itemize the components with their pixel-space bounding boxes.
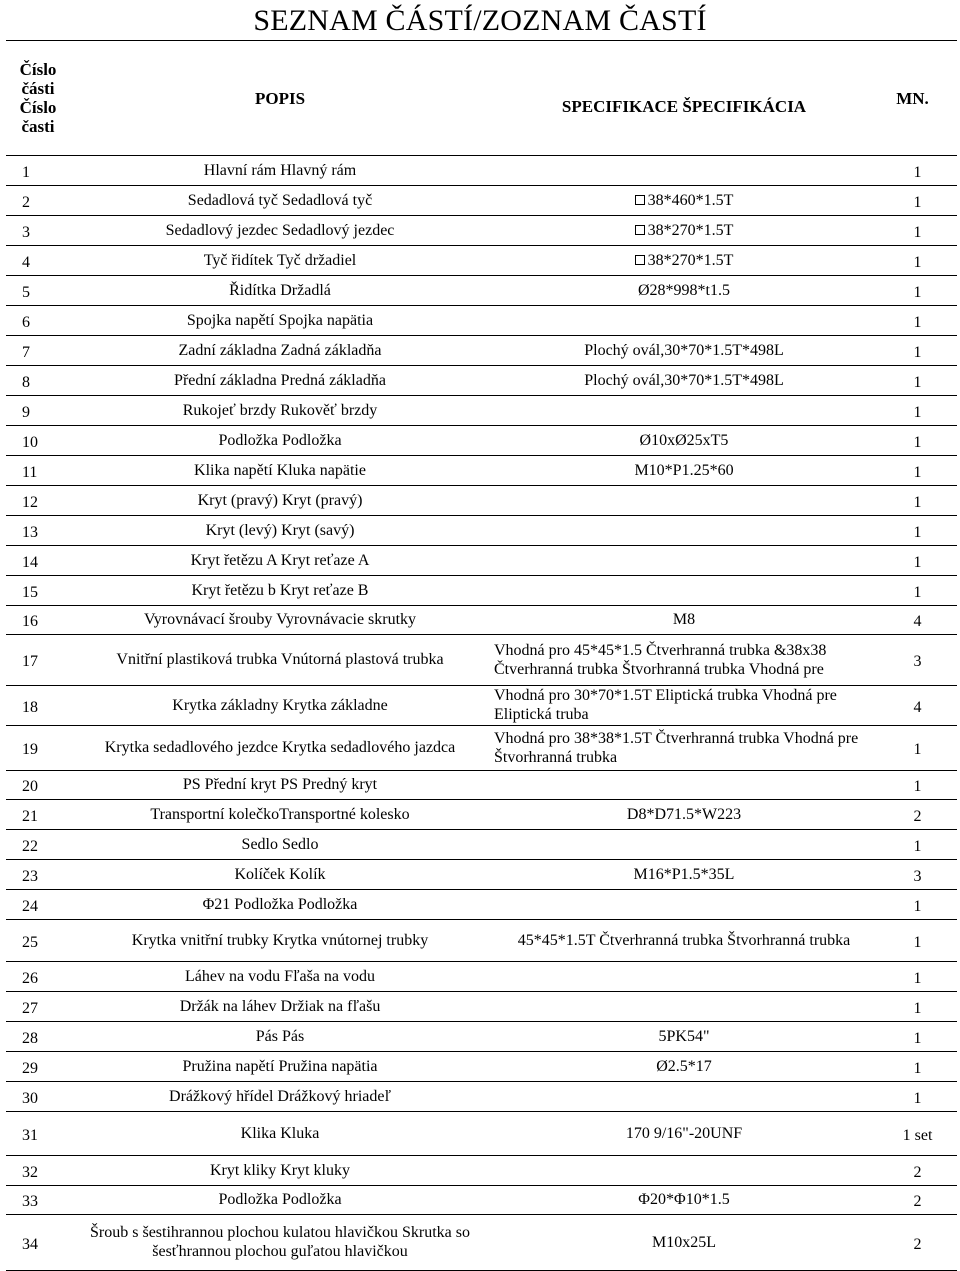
part-number: 15 xyxy=(6,576,70,606)
part-description: Láhev na vodu Fľaša na vodu xyxy=(70,962,490,992)
header-specification: SPECIFIKACE ŠPECIFIKÁCIA xyxy=(490,41,878,156)
part-number: 24 xyxy=(6,890,70,920)
part-specification xyxy=(490,216,878,246)
part-number: 1 xyxy=(6,156,70,186)
part-specification xyxy=(490,186,878,216)
part-quantity: 1 xyxy=(878,962,957,992)
table-row xyxy=(6,1052,957,1082)
part-quantity: 2 xyxy=(878,1156,957,1186)
table-row xyxy=(6,771,957,800)
part-number: 13 xyxy=(6,516,70,546)
part-specification xyxy=(490,890,878,920)
part-quantity: 1 xyxy=(878,456,957,486)
part-description: Kryt řetězu A Kryt reťaze A xyxy=(70,546,490,576)
part-number: 12 xyxy=(6,486,70,516)
specification-text: Ø10xØ25xT5 xyxy=(639,431,729,449)
table-row xyxy=(6,336,957,366)
table-row xyxy=(6,1156,957,1186)
part-quantity: 1 xyxy=(878,920,957,962)
specification-text: Plochý ovál,30*70*1.5T*498L xyxy=(584,371,784,389)
part-description: Klika napětí Kluka napätie xyxy=(70,456,490,486)
part-specification xyxy=(490,276,878,306)
part-specification xyxy=(490,546,878,576)
part-quantity: 1 xyxy=(878,546,957,576)
part-quantity: 1 xyxy=(878,830,957,860)
part-specification xyxy=(490,635,878,686)
part-number: 21 xyxy=(6,800,70,830)
part-quantity: 1 xyxy=(878,576,957,606)
part-description: Kryt (pravý) Kryt (pravý) xyxy=(70,486,490,516)
table-row xyxy=(6,606,957,635)
part-specification xyxy=(490,156,878,186)
part-specification xyxy=(490,516,878,546)
part-description: Vyrovnávací šrouby Vyrovnávacie skrutky xyxy=(70,606,490,635)
part-number: 10 xyxy=(6,426,70,456)
table-row xyxy=(6,366,957,396)
specification-text: Vhodná pro 38*38*1.5T Čtverhranná trubka Vhodná pre Štvorhranná trubka xyxy=(494,729,859,766)
part-number: 7 xyxy=(6,336,70,366)
part-specification xyxy=(490,1215,878,1271)
part-description: Sedlo Sedlo xyxy=(70,830,490,860)
part-description: Šroub s šestihrannou plochou kulatou hlavičkou Skrutka so šesťhrannou plochou guľatou hlavičkou xyxy=(70,1215,490,1271)
table-row xyxy=(6,186,957,216)
part-description: Kolíček Kolík xyxy=(70,860,490,890)
part-specification xyxy=(490,1022,878,1052)
table-row xyxy=(6,635,957,686)
part-description: Přední základna Predná základňa xyxy=(70,366,490,396)
part-specification xyxy=(490,306,878,336)
table-row xyxy=(6,1215,957,1271)
table-row xyxy=(6,1082,957,1112)
part-quantity: 4 xyxy=(878,686,957,726)
table-row xyxy=(6,1022,957,1052)
part-number: 6 xyxy=(6,306,70,336)
part-number: 25 xyxy=(6,920,70,962)
table-row xyxy=(6,486,957,516)
part-quantity: 2 xyxy=(878,800,957,830)
specification-text: 5PK54" xyxy=(658,1027,710,1045)
part-specification xyxy=(490,576,878,606)
part-description: Podložka Podložka xyxy=(70,1186,490,1215)
part-quantity: 1 xyxy=(878,1082,957,1112)
part-description: Rukojeť brzdy Rukověť brzdy xyxy=(70,396,490,426)
part-specification xyxy=(490,830,878,860)
part-quantity: 1 xyxy=(878,890,957,920)
part-description: Kryt kliky Kryt kluky xyxy=(70,1156,490,1186)
part-quantity: 1 xyxy=(878,726,957,771)
part-number: 3 xyxy=(6,216,70,246)
part-number: 34 xyxy=(6,1215,70,1271)
table-row xyxy=(6,396,957,426)
specification-text: D8*D71.5*W223 xyxy=(626,805,742,823)
part-specification xyxy=(490,1186,878,1215)
part-number: 5 xyxy=(6,276,70,306)
part-description: Řidítka Držadlá xyxy=(70,276,490,306)
table-row xyxy=(6,830,957,860)
table-row xyxy=(6,726,957,771)
table-row xyxy=(6,962,957,992)
part-number: 16 xyxy=(6,606,70,635)
part-quantity: 1 xyxy=(878,426,957,456)
part-number: 22 xyxy=(6,830,70,860)
specification-text: Φ20*Φ10*1.5 xyxy=(638,1191,730,1208)
part-quantity: 1 xyxy=(878,366,957,396)
part-specification xyxy=(490,962,878,992)
part-specification xyxy=(490,1052,878,1082)
part-quantity: 1 xyxy=(878,216,957,246)
part-specification xyxy=(490,920,878,962)
part-specification xyxy=(490,426,878,456)
table-row xyxy=(6,860,957,890)
part-description: Φ21 Podložka Podložka xyxy=(70,890,490,920)
part-specification xyxy=(490,992,878,1022)
part-description: Drážkový hřídel Drážkový hriadeľ xyxy=(70,1082,490,1112)
part-description: Sedadlový jezdec Sedadlový jezdec xyxy=(70,216,490,246)
table-row xyxy=(6,246,957,276)
part-number: 28 xyxy=(6,1022,70,1052)
part-quantity: 3 xyxy=(878,860,957,890)
specification-text: Plochý ovál,30*70*1.5T*498L xyxy=(584,341,784,359)
part-quantity: 1 xyxy=(878,486,957,516)
parts-table xyxy=(6,40,957,1271)
part-quantity: 1 xyxy=(878,771,957,800)
part-description: PS Přední kryt PS Predný kryt xyxy=(70,771,490,800)
part-description: Držák na láhev Držiak na fľašu xyxy=(70,992,490,1022)
header-description: POPIS xyxy=(70,41,490,156)
part-number: 2 xyxy=(6,186,70,216)
part-quantity: 3 xyxy=(878,635,957,686)
part-quantity: 1 xyxy=(878,246,957,276)
part-description: Sedadlová tyč Sedadlová tyč xyxy=(70,186,490,216)
part-description: Podložka Podložka xyxy=(70,426,490,456)
specification-text: Ø2.5*17 xyxy=(656,1057,712,1075)
header-part-number: Číslo části Číslo časti xyxy=(6,41,70,156)
table-row xyxy=(6,686,957,726)
part-specification xyxy=(490,336,878,366)
part-description: Transportní kolečkoTransportné kolesko xyxy=(70,800,490,830)
part-specification xyxy=(490,246,878,276)
specification-text: Vhodná pro 30*70*1.5T Eliptická trubka Vhodná pre Eliptická truba xyxy=(494,687,837,723)
part-quantity: 1 xyxy=(878,306,957,336)
part-description: Hlavní rám Hlavný rám xyxy=(70,156,490,186)
square-section-icon xyxy=(635,225,645,235)
part-description: Pružina napětí Pružina napätia xyxy=(70,1052,490,1082)
part-quantity: 1 xyxy=(878,336,957,366)
part-description: Pás Pás xyxy=(70,1022,490,1052)
specification-text: M8 xyxy=(672,611,696,628)
part-number: 14 xyxy=(6,546,70,576)
part-specification xyxy=(490,456,878,486)
part-specification xyxy=(490,366,878,396)
part-description: Tyč řidítek Tyč držadiel xyxy=(70,246,490,276)
page-title: SEZNAM ČÁSTÍ/ZOZNAM ČASTÍ xyxy=(253,4,707,37)
square-section-icon xyxy=(635,195,645,205)
table-row xyxy=(6,426,957,456)
specification-text: 45*45*1.5T Čtverhranná trubka Štvorhranná trubka xyxy=(517,931,851,949)
part-number: 33 xyxy=(6,1186,70,1215)
table-row xyxy=(6,890,957,920)
part-description: Zadní základna Zadná základňa xyxy=(70,336,490,366)
part-specification xyxy=(490,771,878,800)
part-specification xyxy=(490,860,878,890)
part-specification xyxy=(490,606,878,635)
specification-text: 38*460*1.5T xyxy=(647,191,734,209)
part-specification xyxy=(490,1082,878,1112)
part-quantity: 1 set xyxy=(878,1112,957,1156)
part-number: 9 xyxy=(6,396,70,426)
part-specification xyxy=(490,486,878,516)
part-number: 26 xyxy=(6,962,70,992)
part-description: Vnitřní plastiková trubka Vnútorná plastová trubka xyxy=(70,635,490,686)
table-row xyxy=(6,800,957,830)
part-number: 27 xyxy=(6,992,70,1022)
part-description: Kryt řetězu b Kryt reťaze B xyxy=(70,576,490,606)
part-number: 32 xyxy=(6,1156,70,1186)
part-number: 29 xyxy=(6,1052,70,1082)
table-row xyxy=(6,1186,957,1215)
part-specification xyxy=(490,800,878,830)
table-row xyxy=(6,456,957,486)
part-number: 20 xyxy=(6,771,70,800)
part-number: 11 xyxy=(6,456,70,486)
table-row xyxy=(6,216,957,246)
part-number: 31 xyxy=(6,1112,70,1156)
specification-text: M16*P1.5*35L xyxy=(633,865,735,883)
part-number: 19 xyxy=(6,726,70,771)
part-specification xyxy=(490,1112,878,1156)
square-section-icon xyxy=(635,255,645,265)
part-number: 23 xyxy=(6,860,70,890)
table-row xyxy=(6,992,957,1022)
specification-text: M10*P1.25*60 xyxy=(634,461,734,479)
part-quantity: 1 xyxy=(878,186,957,216)
part-number: 17 xyxy=(6,635,70,686)
table-row xyxy=(6,516,957,546)
specification-text: 38*270*1.5T xyxy=(647,251,734,269)
part-number: 18 xyxy=(6,686,70,726)
part-quantity: 1 xyxy=(878,1052,957,1082)
part-quantity: 1 xyxy=(878,276,957,306)
part-description: Klika Kluka xyxy=(70,1112,490,1156)
part-description: Krytka základny Krytka základne xyxy=(70,686,490,726)
part-number: 30 xyxy=(6,1082,70,1112)
table-row xyxy=(6,306,957,336)
part-description: Krytka vnitřní trubky Krytka vnútornej trubky xyxy=(70,920,490,962)
header-row xyxy=(6,41,957,156)
table-row xyxy=(6,276,957,306)
part-quantity: 4 xyxy=(878,606,957,635)
specification-text: 38*270*1.5T xyxy=(647,221,734,239)
table-row xyxy=(6,1112,957,1156)
part-quantity: 1 xyxy=(878,516,957,546)
specification-text: 170 9/16"-20UNF xyxy=(625,1124,743,1142)
header-quantity: MN. xyxy=(878,41,957,156)
part-specification xyxy=(490,726,878,771)
part-specification xyxy=(490,396,878,426)
part-description: Kryt (levý) Kryt (savý) xyxy=(70,516,490,546)
part-quantity: 2 xyxy=(878,1186,957,1215)
part-quantity: 1 xyxy=(878,156,957,186)
table-row xyxy=(6,156,957,186)
part-quantity: 2 xyxy=(878,1215,957,1271)
table-row xyxy=(6,576,957,606)
part-description: Spojka napětí Spojka napätia xyxy=(70,306,490,336)
part-specification xyxy=(490,1156,878,1186)
part-number: 4 xyxy=(6,246,70,276)
specification-text: M10x25L xyxy=(652,1233,716,1251)
part-specification xyxy=(490,686,878,726)
part-quantity: 1 xyxy=(878,1022,957,1052)
part-description: Krytka sedadlového jezdce Krytka sedadlového jazdca xyxy=(70,726,490,771)
specification-text: Ø28*998*t1.5 xyxy=(638,281,730,299)
part-quantity: 1 xyxy=(878,396,957,426)
part-quantity: 1 xyxy=(878,992,957,1022)
part-number: 8 xyxy=(6,366,70,396)
table-row xyxy=(6,920,957,962)
specification-text: Vhodná pro 45*45*1.5 Čtverhranná trubka &38x38 Čtverhranná trubka Štvorhranná trubka Vhodná pre xyxy=(494,641,827,678)
table-row xyxy=(6,546,957,576)
